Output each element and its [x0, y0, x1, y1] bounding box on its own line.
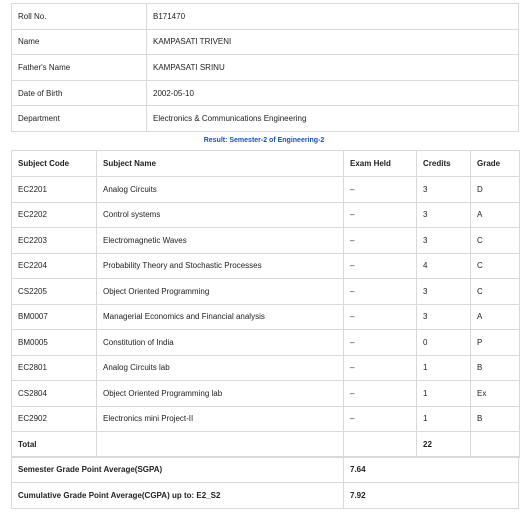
info-row-name — [12, 29, 519, 55]
grade: A — [471, 304, 520, 330]
info-label: Date of Birth — [12, 80, 147, 106]
subject-code: BM0005 — [12, 330, 97, 356]
cgpa-label: Cumulative Grade Point Average(CGPA) up to: E2_S2 — [12, 483, 344, 509]
subject-name: Constitution of India — [97, 330, 344, 356]
grade: C — [471, 228, 520, 254]
total-row — [12, 432, 520, 458]
subject-name: Electromagnetic Waves — [97, 228, 344, 254]
subject-name: Object Oriented Programming — [97, 279, 344, 305]
exam-held: – — [344, 304, 417, 330]
empty-cell — [471, 432, 520, 458]
exam-held: – — [344, 330, 417, 356]
grade: D — [471, 177, 520, 203]
table-row — [12, 330, 520, 356]
subject-code: EC2203 — [12, 228, 97, 254]
info-label: Department — [12, 106, 147, 132]
subject-name: Analog Circuits — [97, 177, 344, 203]
credits: 1 — [417, 355, 471, 381]
exam-held: – — [344, 177, 417, 203]
grade: B — [471, 355, 520, 381]
subject-code: CS2804 — [12, 381, 97, 407]
sgpa-value: 7.64 — [344, 457, 519, 483]
result-title: Result: Semester-2 of Engineering-2 — [203, 137, 325, 144]
table-row — [12, 177, 520, 203]
subject-code: CS2205 — [12, 279, 97, 305]
table-row — [12, 279, 520, 305]
subject-code: EC2204 — [12, 253, 97, 279]
table-row — [12, 253, 520, 279]
sgpa-label: Semester Grade Point Average(SGPA) — [12, 457, 344, 483]
exam-held: – — [344, 381, 417, 407]
subject-code: EC2801 — [12, 355, 97, 381]
table-row — [12, 202, 520, 228]
info-value: B171470 — [147, 4, 519, 30]
grade: Ex — [471, 381, 520, 407]
info-label: Father's Name — [12, 55, 147, 81]
column-header-subject-name: Subject Name — [97, 151, 344, 177]
credits: 0 — [417, 330, 471, 356]
table-row — [12, 228, 520, 254]
subject-code: EC2202 — [12, 202, 97, 228]
empty-cell — [97, 432, 344, 458]
column-header-exam-held: Exam Held — [344, 151, 417, 177]
total-label: Total — [12, 432, 97, 458]
info-label: Roll No. — [12, 4, 147, 30]
grade: C — [471, 279, 520, 305]
column-header-grade: Grade — [471, 151, 520, 177]
grade: B — [471, 406, 520, 432]
exam-held: – — [344, 253, 417, 279]
subject-name: Analog Circuits lab — [97, 355, 344, 381]
credits: 3 — [417, 228, 471, 254]
table-row — [12, 304, 520, 330]
info-row-date-of-birth — [12, 80, 519, 106]
info-row-fathers-name — [12, 55, 519, 81]
info-row-roll-no — [12, 4, 519, 30]
credits: 3 — [417, 202, 471, 228]
subject-name: Control systems — [97, 202, 344, 228]
column-header-subject-code: Subject Code — [12, 151, 97, 177]
subject-name: Probability Theory and Stochastic Processes — [97, 253, 344, 279]
credits: 3 — [417, 304, 471, 330]
subject-name: Object Oriented Programming lab — [97, 381, 344, 407]
exam-held: – — [344, 202, 417, 228]
info-row-department — [12, 106, 519, 132]
exam-held: – — [344, 279, 417, 305]
credits: 3 — [417, 279, 471, 305]
info-value: KAMPASATI SRINU — [147, 55, 519, 81]
credits: 3 — [417, 177, 471, 203]
cgpa-value: 7.92 — [344, 483, 519, 509]
info-value: Electronics & Communications Engineering — [147, 106, 519, 132]
credits: 4 — [417, 253, 471, 279]
gpa-summary-table — [11, 456, 519, 509]
credits: 1 — [417, 406, 471, 432]
exam-held: – — [344, 355, 417, 381]
grades-header-row — [12, 151, 520, 177]
student-info-table — [11, 3, 519, 132]
table-row — [12, 381, 520, 407]
cgpa-row — [12, 483, 519, 509]
grade: A — [471, 202, 520, 228]
subject-name: Electronics mini Project-II — [97, 406, 344, 432]
grade: C — [471, 253, 520, 279]
subject-code: BM0007 — [12, 304, 97, 330]
table-row — [12, 355, 520, 381]
subject-code: EC2902 — [12, 406, 97, 432]
credits: 1 — [417, 381, 471, 407]
column-header-credits: Credits — [417, 151, 471, 177]
exam-held: – — [344, 228, 417, 254]
table-row — [12, 406, 520, 432]
grades-table — [11, 150, 520, 458]
subject-name: Managerial Economics and Financial analysis — [97, 304, 344, 330]
sgpa-row — [12, 457, 519, 483]
subject-code: EC2201 — [12, 177, 97, 203]
total-credits: 22 — [417, 432, 471, 458]
info-value: 2002-05-10 — [147, 80, 519, 106]
info-label: Name — [12, 29, 147, 55]
empty-cell — [344, 432, 417, 458]
info-value: KAMPASATI TRIVENI — [147, 29, 519, 55]
exam-held: – — [344, 406, 417, 432]
grade: P — [471, 330, 520, 356]
